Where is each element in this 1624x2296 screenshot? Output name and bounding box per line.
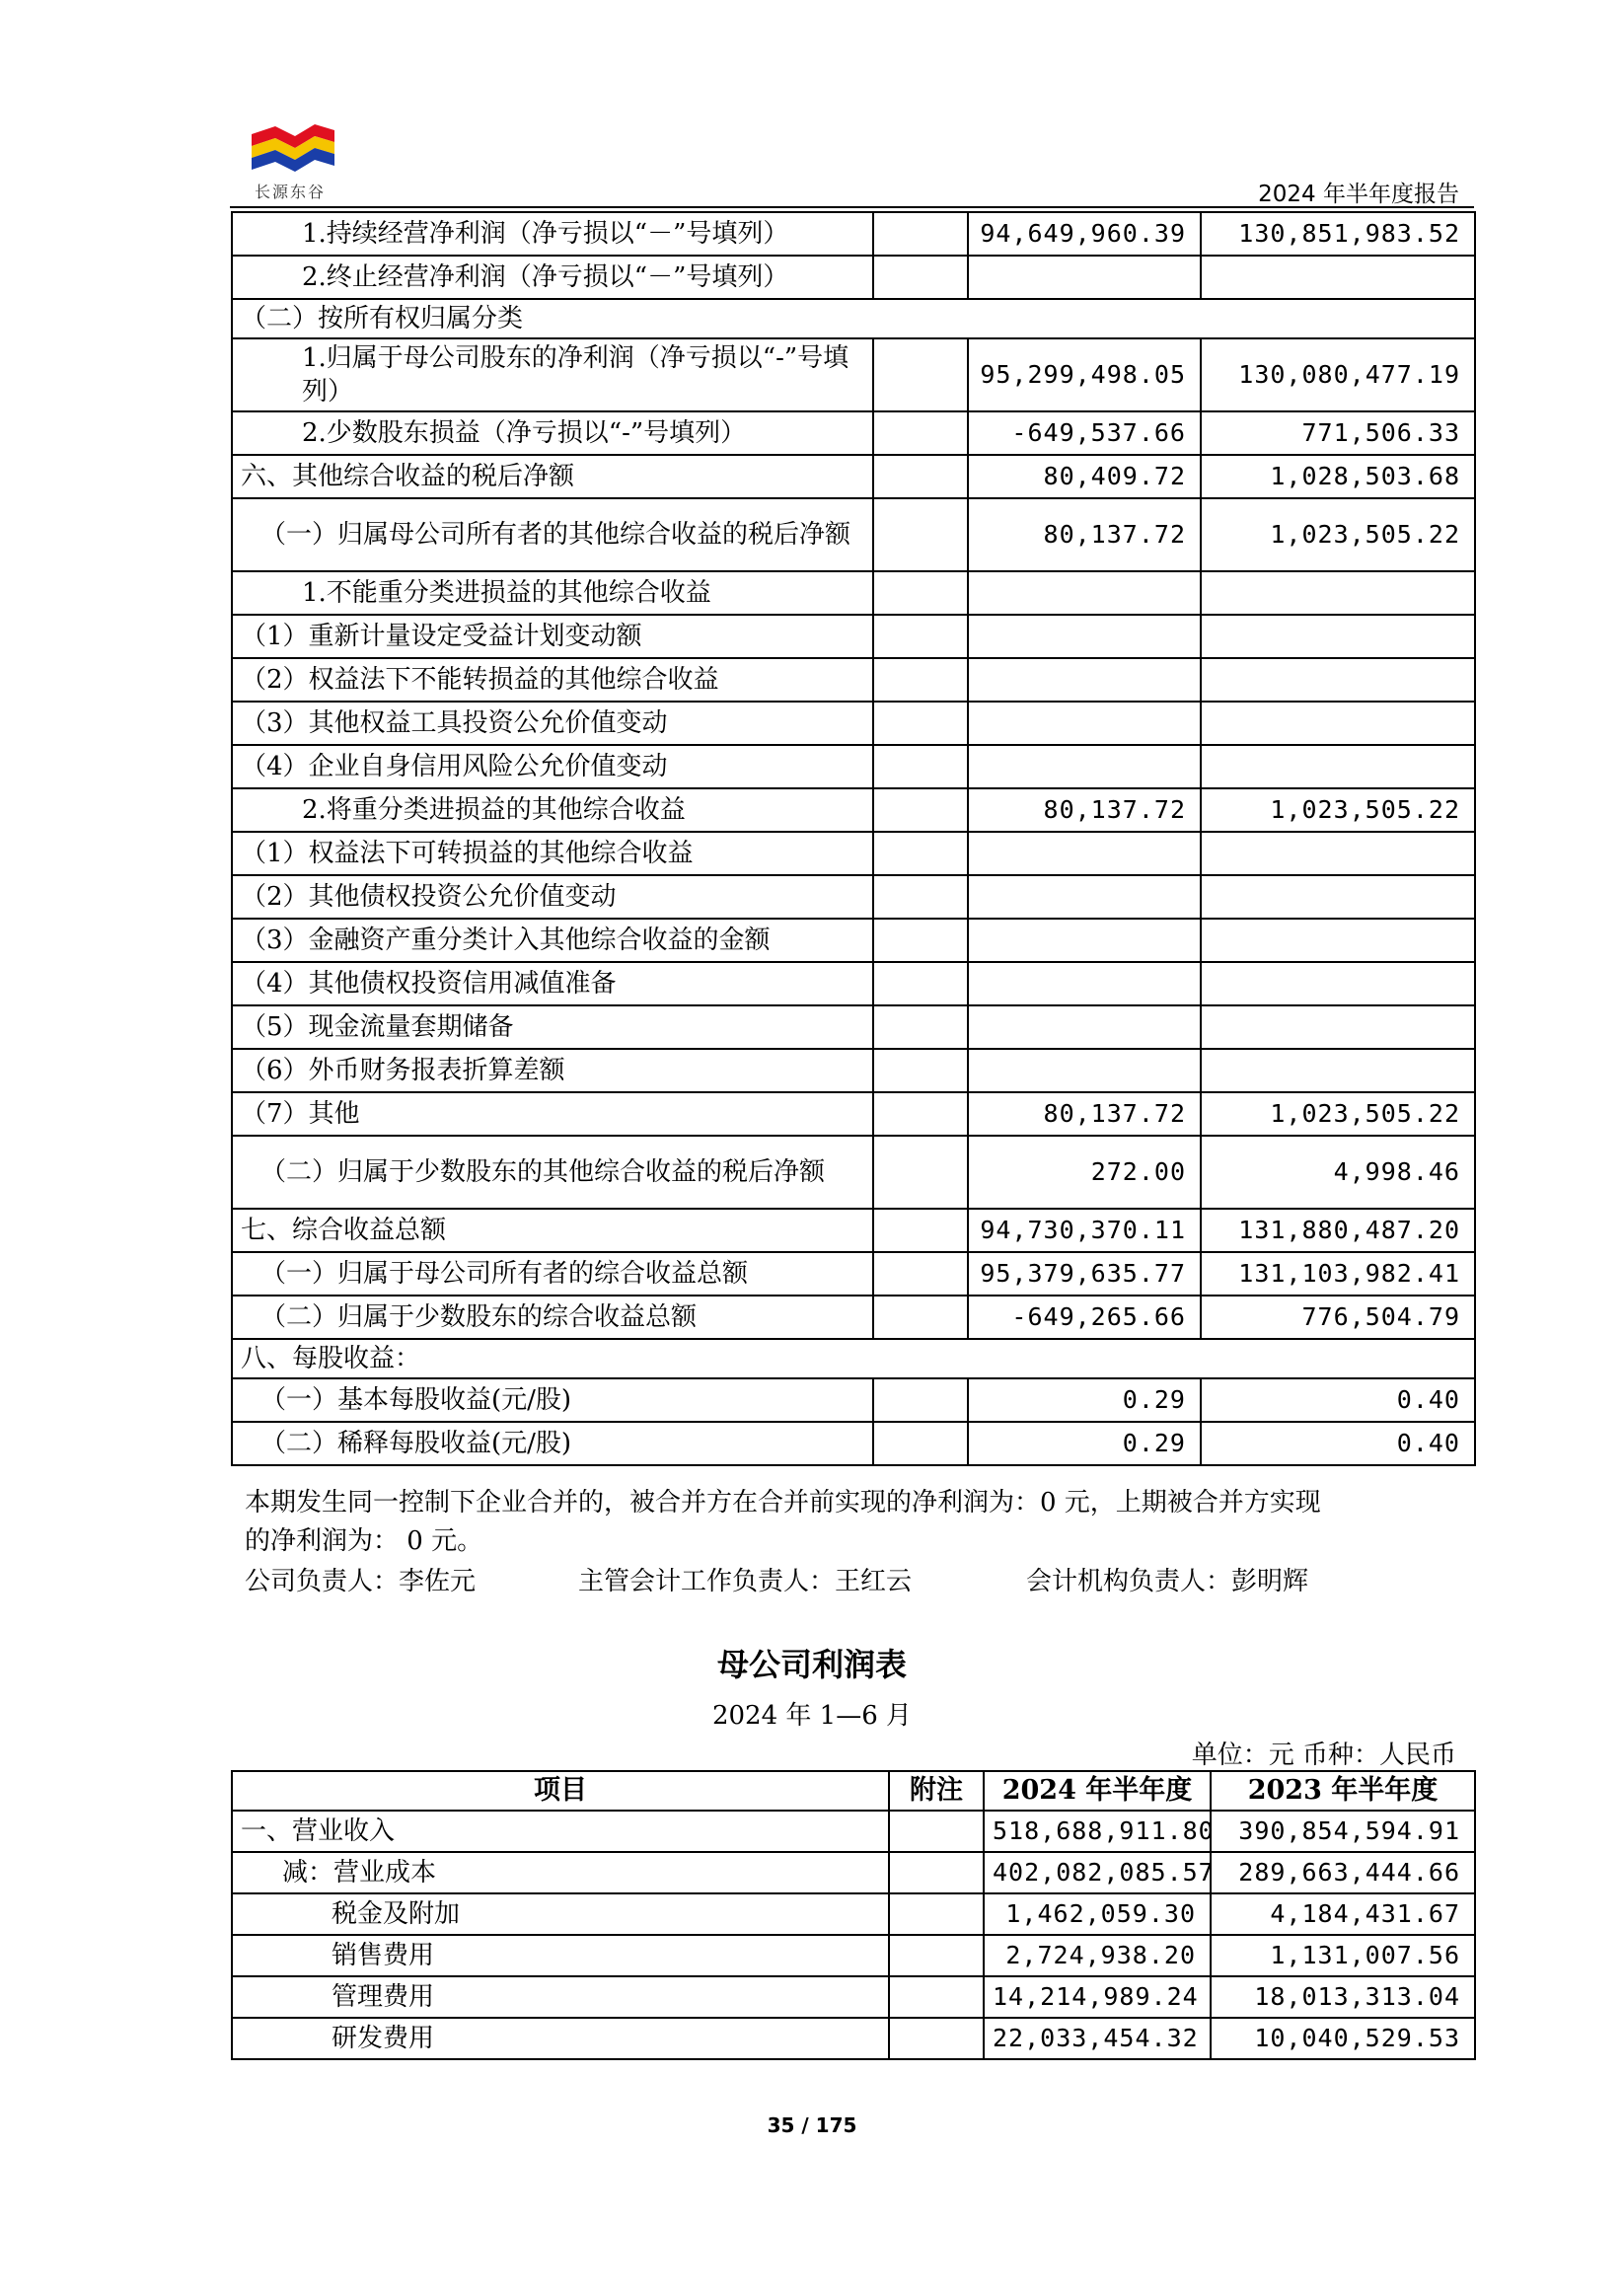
row-value-2023 [1201,658,1475,702]
row-note [889,1893,984,1935]
table-row [232,1422,1475,1465]
row-value-2024: 402,082,085.57 [984,1852,1211,1893]
row-value-2023: 131,880,487.20 [1201,1209,1475,1252]
row-value-2024: 0.29 [968,1378,1201,1422]
row-value-2024: 95,379,635.77 [968,1252,1201,1296]
row-note [873,919,968,962]
row-value-2023: 1,023,505.22 [1201,788,1475,832]
header-note: 附注 [889,1771,984,1811]
row-value-2024: -649,265.66 [968,1296,1201,1339]
row-value-2023 [1201,875,1475,919]
row-value-2023: 1,028,503.68 [1201,455,1475,498]
row-note [873,455,968,498]
row-item: 八、每股收益： [232,1339,1475,1378]
row-item: （一）归属母公司所有者的其他综合收益的税后净额 [232,498,873,571]
table-row [232,1976,1475,2018]
row-note [889,1811,984,1852]
header-item: 项目 [232,1771,889,1811]
parent-statement-title: 母公司利润表 [716,1646,907,1683]
parent-income-table [231,1770,1476,2060]
header-2024: 2024 年半年度 [984,1771,1211,1811]
row-note [873,745,968,788]
row-item: （3）其他权益工具投资公允价值变动 [232,702,873,745]
row-note [873,1049,968,1092]
table-row [232,1378,1475,1422]
row-note [873,1252,968,1296]
row-item: 1.归属于母公司股东的净利润（净亏损以“-”号填列） [232,338,873,411]
row-item: （7）其他 [232,1092,873,1136]
table-row [232,919,1475,962]
row-value-2023: 1,023,505.22 [1201,1092,1475,1136]
row-item: 研发费用 [232,2018,889,2059]
table-row [232,962,1475,1005]
row-item: 管理费用 [232,1976,889,2018]
merger-note [245,1484,1468,1561]
row-note [873,338,968,411]
row-value-2024: 95,299,498.05 [968,338,1201,411]
page-number: 35 / 175 [767,2113,857,2137]
table-header-row [232,1771,1475,1811]
row-item: （1）重新计量设定受益计划变动额 [232,615,873,658]
row-value-2024 [968,832,1201,875]
row-item: （6）外币财务报表折算差额 [232,1049,873,1092]
row-value-2023 [1201,1049,1475,1092]
row-note [873,962,968,1005]
row-note [873,875,968,919]
table-row [232,1339,1475,1378]
accounting-head: 主管会计工作负责人：王红云 [578,1567,913,1596]
row-value-2023: 10,040,529.53 [1211,2018,1475,2059]
merger-note-line-2: 的净利润为： 0 元。 [245,1526,483,1556]
row-value-2023: 1,131,007.56 [1211,1935,1475,1976]
table-row [232,832,1475,875]
table-row [232,1935,1475,1976]
row-item: （二）按所有权归属分类 [232,299,1475,338]
row-item: 销售费用 [232,1935,889,1976]
row-value-2024: 80,409.72 [968,455,1201,498]
row-value-2023: 1,023,505.22 [1201,498,1475,571]
row-value-2023: 130,080,477.19 [1201,338,1475,411]
company-head: 公司负责人：李佐元 [245,1567,477,1596]
row-item: 2.终止经营净利润（净亏损以“－”号填列） [232,256,873,299]
row-value-2023: 289,663,444.66 [1211,1852,1475,1893]
table-row [232,1296,1475,1339]
table-row [232,1852,1475,1893]
table-row [232,1005,1475,1049]
row-note [873,1136,968,1209]
row-note [873,571,968,615]
report-title: 2024 年半年度报告 [1258,182,1459,207]
row-value-2023 [1201,702,1475,745]
row-value-2024: 94,730,370.11 [968,1209,1201,1252]
row-value-2024 [968,1005,1201,1049]
row-value-2024: 518,688,911.80 [984,1811,1211,1852]
row-value-2024: 80,137.72 [968,1092,1201,1136]
logo-caption: 长源东谷 [255,183,327,201]
row-value-2023 [1201,919,1475,962]
table-row [232,299,1475,338]
header-divider [230,206,1474,208]
row-item: （3）金融资产重分类计入其他综合收益的金额 [232,919,873,962]
row-item: 一、营业收入 [232,1811,889,1852]
row-note [873,1422,968,1465]
row-value-2024 [968,571,1201,615]
row-value-2024 [968,962,1201,1005]
row-value-2024: 14,214,989.24 [984,1976,1211,2018]
row-value-2024: 0.29 [968,1422,1201,1465]
row-note [873,1296,968,1339]
currency-unit: 单位：元 币种：人民币 [1191,1741,1456,1770]
row-item: 减：营业成本 [232,1852,889,1893]
row-item: 2.少数股东损益（净亏损以“-”号填列） [232,411,873,455]
table-row [232,1049,1475,1092]
row-note [889,1852,984,1893]
row-value-2023: 0.40 [1201,1378,1475,1422]
row-value-2023: 18,013,313.04 [1211,1976,1475,2018]
table-row [232,1811,1475,1852]
row-note [873,1092,968,1136]
table-row [232,498,1475,571]
row-value-2024: 80,137.72 [968,498,1201,571]
row-value-2024: 1,462,059.30 [984,1893,1211,1935]
row-item: 1.持续经营净利润（净亏损以“－”号填列） [232,212,873,256]
table-row [232,745,1475,788]
table-row [232,1893,1475,1935]
table-row [232,338,1475,411]
table-row [232,702,1475,745]
table-row [232,1092,1475,1136]
row-note [873,788,968,832]
row-item: 2.将重分类进损益的其他综合收益 [232,788,873,832]
row-value-2024: 80,137.72 [968,788,1201,832]
consolidated-income-table [231,211,1476,1466]
row-value-2023: 390,854,594.91 [1211,1811,1475,1852]
row-note [889,2018,984,2059]
table-row [232,571,1475,615]
row-value-2024: 2,724,938.20 [984,1935,1211,1976]
row-note [873,256,968,299]
parent-statement-period: 2024 年 1—6 月 [711,1701,913,1731]
row-value-2024 [968,615,1201,658]
row-value-2023: 4,184,431.67 [1211,1893,1475,1935]
row-note [873,1005,968,1049]
row-value-2024: 22,033,454.32 [984,2018,1211,2059]
merger-note-line-1: 本期发生同一控制下企业合并的，被合并方在合并前实现的净利润为：0 元，上期被合并方实现 [245,1488,1321,1518]
row-item: 税金及附加 [232,1893,889,1935]
accounting-org-head: 会计机构负责人：彭明辉 [1026,1567,1309,1596]
row-note [873,411,968,455]
row-item: （4）其他债权投资信用减值准备 [232,962,873,1005]
row-value-2023 [1201,962,1475,1005]
row-item: 六、其他综合收益的税后净额 [232,455,873,498]
row-value-2023 [1201,571,1475,615]
row-value-2024: 272.00 [968,1136,1201,1209]
row-note [873,1378,968,1422]
row-note [873,615,968,658]
table-row [232,658,1475,702]
table-row [232,1209,1475,1252]
row-item: （2）权益法下不能转损益的其他综合收益 [232,658,873,702]
row-item: （5）现金流量套期储备 [232,1005,873,1049]
table-row [232,1136,1475,1209]
table-row [232,1252,1475,1296]
row-note [889,1935,984,1976]
row-value-2023: 4,998.46 [1201,1136,1475,1209]
row-value-2024: 94,649,960.39 [968,212,1201,256]
row-item: 1.不能重分类进损益的其他综合收益 [232,571,873,615]
row-value-2024 [968,745,1201,788]
row-note [889,1976,984,2018]
row-value-2023 [1201,256,1475,299]
row-item: （一）基本每股收益(元/股) [232,1378,873,1422]
table-row [232,455,1475,498]
row-note [873,1209,968,1252]
row-value-2024 [968,702,1201,745]
table-row [232,875,1475,919]
table-row [232,411,1475,455]
row-item: （1）权益法下可转损益的其他综合收益 [232,832,873,875]
row-value-2023: 776,504.79 [1201,1296,1475,1339]
table-row [232,2018,1475,2059]
row-item: （4）企业自身信用风险公允价值变动 [232,745,873,788]
row-item: （二）归属于少数股东的综合收益总额 [232,1296,873,1339]
row-note [873,832,968,875]
row-item: 七、综合收益总额 [232,1209,873,1252]
row-value-2023 [1201,832,1475,875]
row-value-2023 [1201,615,1475,658]
row-value-2024 [968,1049,1201,1092]
row-item: （一）归属于母公司所有者的综合收益总额 [232,1252,873,1296]
header-2023: 2023 年半年度 [1211,1771,1475,1811]
row-value-2024 [968,658,1201,702]
row-value-2023 [1201,1005,1475,1049]
row-value-2024 [968,256,1201,299]
table-row [232,788,1475,832]
row-item: （二）稀释每股收益(元/股) [232,1422,873,1465]
row-value-2023: 0.40 [1201,1422,1475,1465]
row-value-2023: 771,506.33 [1201,411,1475,455]
row-note [873,498,968,571]
row-item: （二）归属于少数股东的其他综合收益的税后净额 [232,1136,873,1209]
row-value-2023 [1201,745,1475,788]
row-note [873,702,968,745]
row-value-2023: 131,103,982.41 [1201,1252,1475,1296]
table-row [232,256,1475,299]
table-row [232,615,1475,658]
row-note [873,658,968,702]
table-row [232,212,1475,256]
row-item: （2）其他债权投资公允价值变动 [232,875,873,919]
row-value-2024 [968,919,1201,962]
row-note [873,212,968,256]
row-value-2024 [968,875,1201,919]
row-value-2024: -649,537.66 [968,411,1201,455]
row-value-2023: 130,851,983.52 [1201,212,1475,256]
